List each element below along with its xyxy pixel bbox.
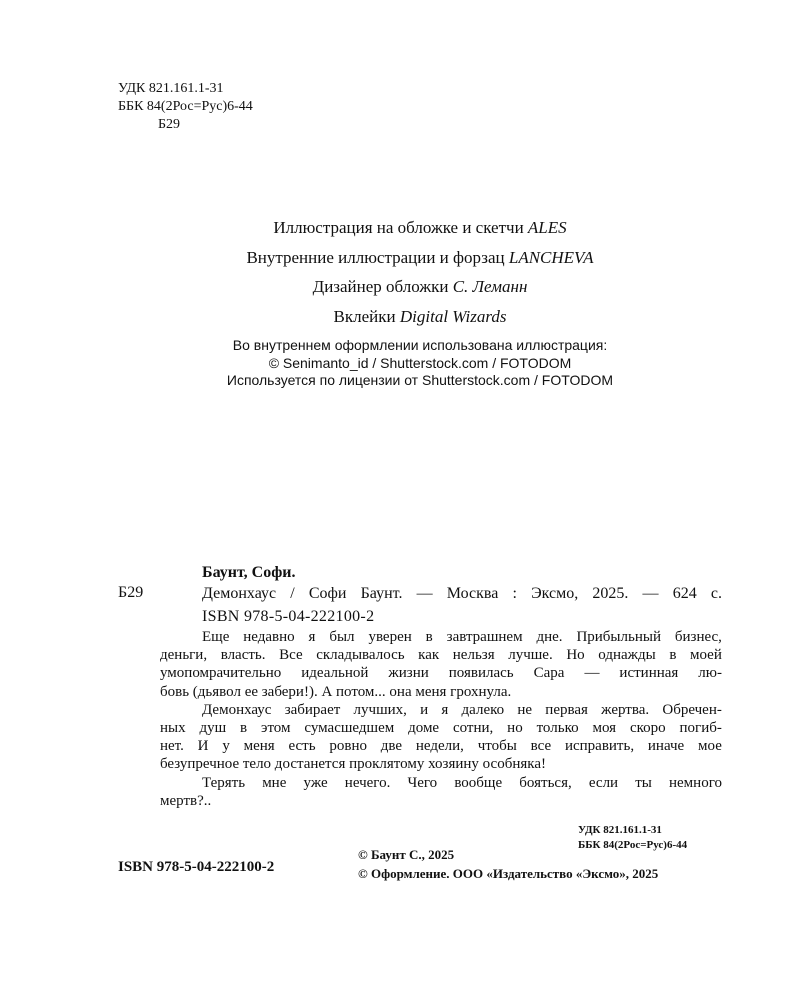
annotation-word: бизнес, <box>674 629 722 645</box>
annotation-word: ных <box>160 719 186 736</box>
credit-cover-illustration <box>0 213 800 243</box>
annotation-word: Сара <box>533 665 565 682</box>
annotation-word: меня <box>243 738 275 755</box>
annotation-word: лучше. <box>508 647 553 664</box>
notice-line-1: Во внутреннем оформлении использована иллюстрация: <box>232 337 608 353</box>
credit-name: С. Леманн <box>452 277 528 296</box>
annotation-word: сумасшедшем <box>304 719 395 736</box>
bib-title-line <box>202 585 722 603</box>
annotation-line <box>160 628 722 646</box>
annotation-word: вообще <box>454 774 503 791</box>
annotation-word: Все <box>279 647 303 664</box>
credit-label: Вклейки <box>333 306 400 326</box>
annotation-word: чтобы <box>477 738 517 755</box>
annotation-word: ты <box>635 774 652 791</box>
annotation-word: только <box>536 719 579 736</box>
annotation-word: моя <box>592 719 617 736</box>
annotation-word: идеальной <box>301 665 369 682</box>
annotation-word: и <box>420 701 429 718</box>
annotation-word: жертва. <box>601 701 650 718</box>
annotation-line: бовь (дьявол ее забери!). А потом... она меня грохнула. <box>160 683 512 700</box>
annotation-word: немного <box>669 774 722 791</box>
annotation-line <box>160 701 722 719</box>
credit-label: Дизайнер обложки <box>312 277 453 296</box>
credit-label: Иллюстрация на обложке и скетчи <box>273 218 528 237</box>
annotation-word: уверен <box>368 629 412 645</box>
annotation-word: складывалось <box>316 647 405 664</box>
annotation-word: Терять <box>202 774 246 791</box>
annotation-word: забирает <box>284 701 341 718</box>
notice-line-2: © Senimanto_id / Shutterstock.com / FOTODOM <box>268 354 572 371</box>
annotation-line <box>160 737 722 755</box>
title-word: 2025. <box>592 585 629 602</box>
bib-isbn: ISBN 978-5-04-222100-2 <box>202 608 375 625</box>
copyright-design: © Оформление. ООО «Издательство «Эксмо», 2025 <box>358 866 659 881</box>
annotation-word: сотни, <box>452 719 494 736</box>
annotation-word: мне <box>262 774 287 791</box>
annotation-word: И <box>197 738 209 755</box>
annotation-line <box>160 646 722 664</box>
annotation-word: власть. <box>220 647 266 664</box>
annotation-word: деньги, <box>160 647 208 664</box>
bib-code: Б29 <box>118 584 144 601</box>
credits-block <box>0 213 800 331</box>
copyright-author: © Баунт С., 2025 <box>358 847 455 862</box>
annotation-word: скоро <box>629 719 666 736</box>
title-word: : <box>512 585 517 602</box>
annotation-word: я <box>441 701 449 718</box>
title-word: Баунт. <box>360 585 403 602</box>
credit-name: ALES <box>527 218 567 237</box>
annotation-word: уже <box>303 774 328 791</box>
annotation-word: исправить, <box>564 738 635 755</box>
annotation-word: доме <box>408 719 440 736</box>
credit-cover-designer <box>0 272 800 302</box>
annotation-word: погиб- <box>679 719 722 736</box>
annotation-word: был <box>329 629 355 645</box>
credit-inserts <box>0 302 800 332</box>
annotation-word: нельзя <box>452 647 495 664</box>
annotation-word: лучших, <box>353 701 407 718</box>
annotation-word: Но <box>566 647 585 664</box>
credit-label: Внутренние иллюстрации и форзац <box>246 247 509 267</box>
annotation-word: в <box>240 719 248 736</box>
annotation-word: истинная <box>619 665 679 682</box>
annotation-line <box>160 719 722 737</box>
annotation-word: недавно <box>243 629 295 645</box>
udk-code: УДК 821.161.1-31 <box>118 81 224 96</box>
annotation-word: моей <box>690 647 722 664</box>
annotation-word: есть <box>288 738 316 755</box>
annotation-word: появилась <box>448 665 514 682</box>
credit-name: LANCHEVA <box>508 247 594 267</box>
annotation-word: недели, <box>415 738 464 755</box>
annotation-word: однажды <box>598 647 656 664</box>
credit-name: Digital Wizards <box>399 306 507 326</box>
bib-author: Баунт, Софи. <box>202 564 296 581</box>
title-word: Демонхаус <box>202 585 277 602</box>
annotation-line: мертв?.. <box>160 792 212 809</box>
title-word: — <box>416 585 433 602</box>
annotation-word: не <box>517 701 533 718</box>
annotation-word: нечего. <box>344 774 391 791</box>
credit-inner-illustration <box>0 243 800 273</box>
annotation-word: но <box>507 719 523 736</box>
title-word: 624 <box>672 585 697 602</box>
title-word: Москва <box>446 585 499 602</box>
annotation-word: в <box>669 647 677 664</box>
annotation-word: первая <box>545 701 588 718</box>
title-word: с. <box>710 585 722 602</box>
annotation-word: в <box>425 629 433 645</box>
bbk-code: ББК 84(2Рос=Рус)6-44 <box>118 99 253 114</box>
annotation-line <box>160 774 722 792</box>
title-word: / <box>290 585 295 602</box>
annotation-word: умопомрачительно <box>160 665 282 682</box>
illustration-notice <box>0 337 800 390</box>
annotation <box>160 628 722 810</box>
annotation-word: Еще <box>202 629 230 645</box>
notice-line-3: Используется по лицензии от Shutterstock.com / FOTODOM <box>226 372 614 388</box>
annotation-word: бояться, <box>519 774 572 791</box>
annotation-word: Чего <box>407 774 438 791</box>
author-mark: Б29 <box>158 117 181 132</box>
annotation-word: далеко <box>461 701 505 718</box>
annotation-word: — <box>584 665 600 682</box>
annotation-word: душ <box>199 719 227 736</box>
title-word: — <box>642 585 659 602</box>
annotation-line: безупречное тело достанется проклятому хозяину особняка! <box>160 756 546 773</box>
annotation-word: лю- <box>698 665 722 682</box>
copyright-block <box>358 845 658 883</box>
annotation-word: если <box>588 774 619 791</box>
bbk-code-bottom: ББК 84(2Рос=Рус)6-44 <box>578 839 688 851</box>
annotation-word: жизни <box>388 665 429 682</box>
annotation-word: Обречен- <box>662 701 722 718</box>
udk-code-bottom: УДК 821.161.1-31 <box>578 824 662 836</box>
annotation-line <box>160 664 722 682</box>
annotation-word: завтрашнем <box>446 629 523 645</box>
classification-block <box>118 80 253 134</box>
title-word: Эксмо, <box>531 585 579 602</box>
annotation-word: я <box>308 629 316 645</box>
annotation-word: у <box>222 738 230 755</box>
annotation-word: мое <box>698 738 722 755</box>
annotation-word: две <box>380 738 403 755</box>
annotation-word: Прибыльный <box>576 629 661 645</box>
annotation-word: все <box>530 738 552 755</box>
annotation-word: Демонхаус <box>202 701 272 718</box>
annotation-word: этом <box>261 719 291 736</box>
isbn-bottom: ISBN 978-5-04-222100-2 <box>118 859 275 875</box>
annotation-word: ровно <box>329 738 367 755</box>
title-word: Софи <box>308 585 347 602</box>
annotation-word: дне. <box>536 629 563 645</box>
annotation-word: иначе <box>647 738 685 755</box>
annotation-word: нет. <box>160 738 184 755</box>
annotation-word: как <box>418 647 440 664</box>
